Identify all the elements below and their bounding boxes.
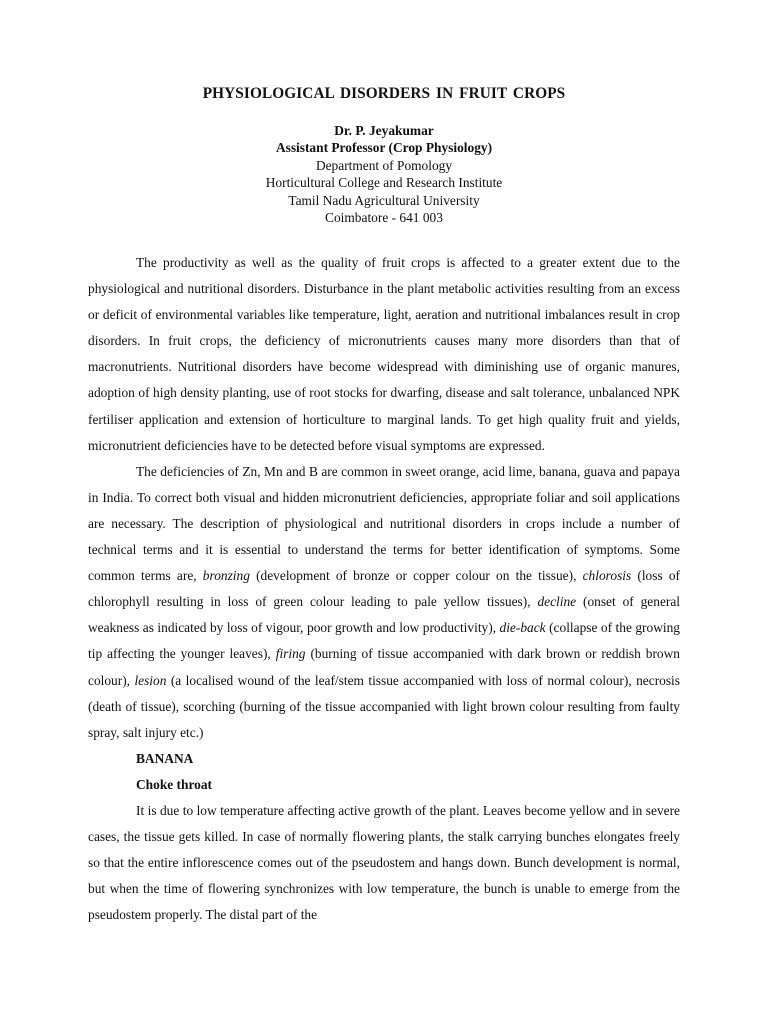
term-firing-definition: (burning of tissue accompanied with dark brown or reddish brown colour), [88, 646, 680, 688]
term-decline-definition: (onset of general weakness as indicated by loss of vigour, poor growth and low productivity), [88, 594, 681, 636]
term-decline: decline [537, 594, 577, 610]
term-bronzing-definition: (development of bronze or copper colour on the tissue), [249, 568, 583, 584]
terms-intro-text: The deficiencies of Zn, Mn and B are common in sweet orange, acid lime, banana, guava and papaya in India. To correct both visual and hidden micronutrient deficiencies, appropriate foliar and soil applications are necessary. The description of physiological and nutritional disorders in crops include a number of technical terms and it is essential to understand the terms for better identification of symptoms. Some common terms are, [88, 463, 680, 584]
author-department: Department of Pomology [315, 157, 453, 173]
author-city: Coimbatore - 641 003 [325, 210, 443, 226]
author-block [0, 122, 768, 226]
term-chlorosis: chlorosis [582, 568, 632, 584]
author-institute: Horticultural College and Research Institute [265, 175, 503, 191]
paragraph-intro: The productivity as well as the quality of fruit crops is affected to a greater extent due to the physiological and nutritional disorders. Disturbance in the plant metabolic activities resulting from an excess or deficit of environmental variables like temperature, light, aeration and nutritional imbalances result in crop disorders. In fruit crops, the deficiency of micronutrients causes many more disorders than that of macronutrients. Nutritional disorders have become widespread with diminishing use of organic manures, adoption of high density planting, use of root stocks for dwarfing, disease and salt tolerance, unbalanced NPK fertiliser application and extension of horticulture to marginal lands. To get high quality fruit and yields, micronutrient deficiencies have to be detected before visual symptoms are expressed. [88, 255, 680, 453]
term-chlorosis-definition: (loss of chlorophyll resulting in loss of green colour leading to pale yellow tissues), [88, 568, 680, 610]
subsection-heading-choke-throat: Choke throat [136, 776, 213, 792]
term-die-back: die-back [499, 620, 546, 636]
author-name: Dr. P. Jeyakumar [334, 123, 434, 138]
term-bronzing: bronzing [202, 568, 250, 584]
document-body [88, 250, 680, 928]
term-lesion-definition: (a localised wound of the leaf/stem tissue accompanied with loss of normal colour), necrosis (death of tissue), scorching (burning of the tissue accompanied with light brown colour resulting from faulty spray, salt injury etc.) [88, 672, 680, 740]
term-lesion: lesion [134, 672, 167, 688]
author-position: Assistant Professor (Crop Physiology) [275, 140, 493, 156]
term-die-back-definition: (collapse of the growing tip affecting the younger leaves), [88, 620, 680, 662]
section-heading-banana: BANANA [136, 750, 194, 766]
term-firing: firing [275, 646, 306, 662]
paragraph-choke-throat: It is due to low temperature affecting active growth of the plant. Leaves become yellow and in severe cases, the tissue gets killed. In case of normally flowering plants, the stalk carrying bunches elongates freely so that the entire inflorescence comes out of the pseudostem and hangs down. Bunch development is normal, but when the time of flowering synchronizes with low temperature, the bunch is unable to emerge from the pseudostem properly. The distal part of the [88, 802, 680, 923]
paragraph-terms [88, 459, 680, 746]
document-title: PHYSIOLOGICAL DISORDERS IN FRUIT CROPS [202, 85, 566, 102]
author-university: Tamil Nadu Agricultural University [288, 192, 480, 208]
